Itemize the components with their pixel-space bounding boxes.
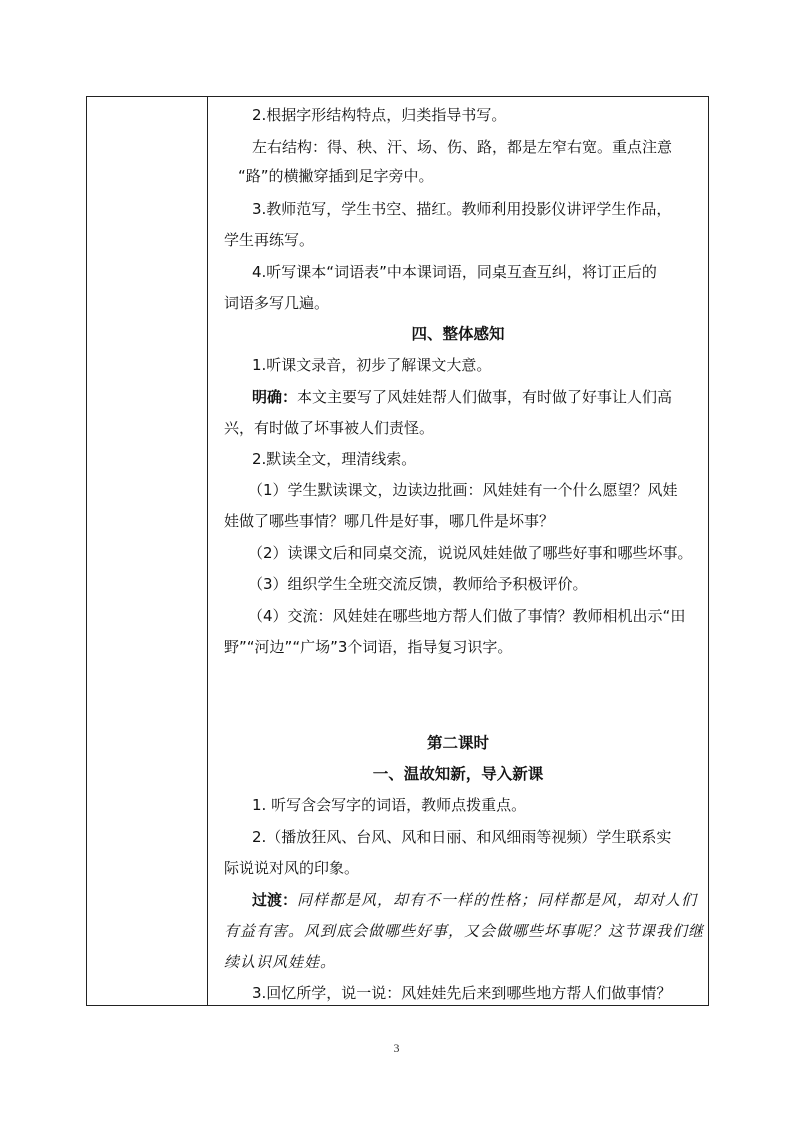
text-line: 娃做了哪些事情？哪几件是好事，哪几件是坏事？ bbox=[224, 512, 555, 530]
text-line: 际说说对风的印象。 bbox=[224, 859, 360, 877]
lesson-heading: 第二课时 bbox=[426, 734, 489, 752]
text-line: 续认识风娃娃。 bbox=[224, 953, 337, 971]
text-line: 有益有害。风到底会做哪些好事，又会做哪些坏事呢？这节课我们继 bbox=[224, 922, 705, 940]
text-line bbox=[252, 386, 696, 408]
text-line: 左右结构：得、秧、汗、场、伤、路，都是左窄右宽。重点注意 bbox=[252, 138, 673, 156]
text-line: 3.回忆所学，说一说：风娃娃先后来到哪些地方帮人们做事情？ bbox=[252, 984, 672, 1002]
text-line: （3）组织学生全班交流反馈，教师给予积极评价。 bbox=[248, 575, 588, 593]
lesson-plan-table bbox=[86, 96, 709, 1006]
text-span: 同样都是风，却有不一样的性格；同样都是风，却对人们 bbox=[297, 891, 698, 909]
text-span: 本文主要写了风娃娃帮人们做事，有时做了好事让人们高 bbox=[297, 388, 673, 406]
text-line: 1. 听写含会写字的词语，教师点拨重点。 bbox=[252, 796, 527, 814]
text-line: 兴，有时做了坏事被人们责怪。 bbox=[224, 419, 435, 437]
text-line: 2.根据字形结构特点，归类指导书写。 bbox=[252, 106, 507, 124]
text-line: 学生再练写。 bbox=[224, 231, 315, 249]
left-column-cell bbox=[87, 97, 208, 1005]
text-line: （1）学生默读课文，边读边批画：风娃娃有一个什么愿望？风娃 bbox=[248, 481, 678, 499]
text-line: 4.听写课本“词语表”中本课词语，同桌互查互纠，将订正后的 bbox=[252, 263, 657, 281]
text-line: 3.教师范写，学生书空、描红。教师利用投影仪讲评学生作品， bbox=[252, 200, 672, 218]
label-clarify: 明确： bbox=[252, 388, 298, 406]
text-line: “路”的横撇穿插到足字旁中。 bbox=[238, 167, 434, 185]
text-line: 2.默读全文，理清线索。 bbox=[252, 450, 417, 468]
section-heading: 四、整体感知 bbox=[411, 325, 505, 343]
text-line: 野”“河边”“广场”3个词语，指导复习识字。 bbox=[224, 638, 513, 656]
page-number: 3 bbox=[393, 1041, 400, 1055]
text-line bbox=[252, 889, 696, 911]
section-heading: 一、温故知新，导入新课 bbox=[372, 765, 544, 783]
text-line: 词语多写几遍。 bbox=[224, 294, 330, 312]
label-transition: 过渡： bbox=[252, 891, 298, 909]
text-line: （4）交流：风娃娃在哪些地方帮人们做了事情？教师相机出示“田 bbox=[248, 607, 686, 625]
text-line: 2.（播放狂风、台风、风和日丽、和风细雨等视频）学生联系实 bbox=[252, 828, 672, 846]
text-line: （2）读课文后和同桌交流，说说风娃娃做了哪些好事和哪些坏事。 bbox=[248, 544, 693, 562]
content-cell bbox=[208, 97, 708, 1005]
text-line: 1.听课文录音，初步了解课文大意。 bbox=[252, 356, 492, 374]
